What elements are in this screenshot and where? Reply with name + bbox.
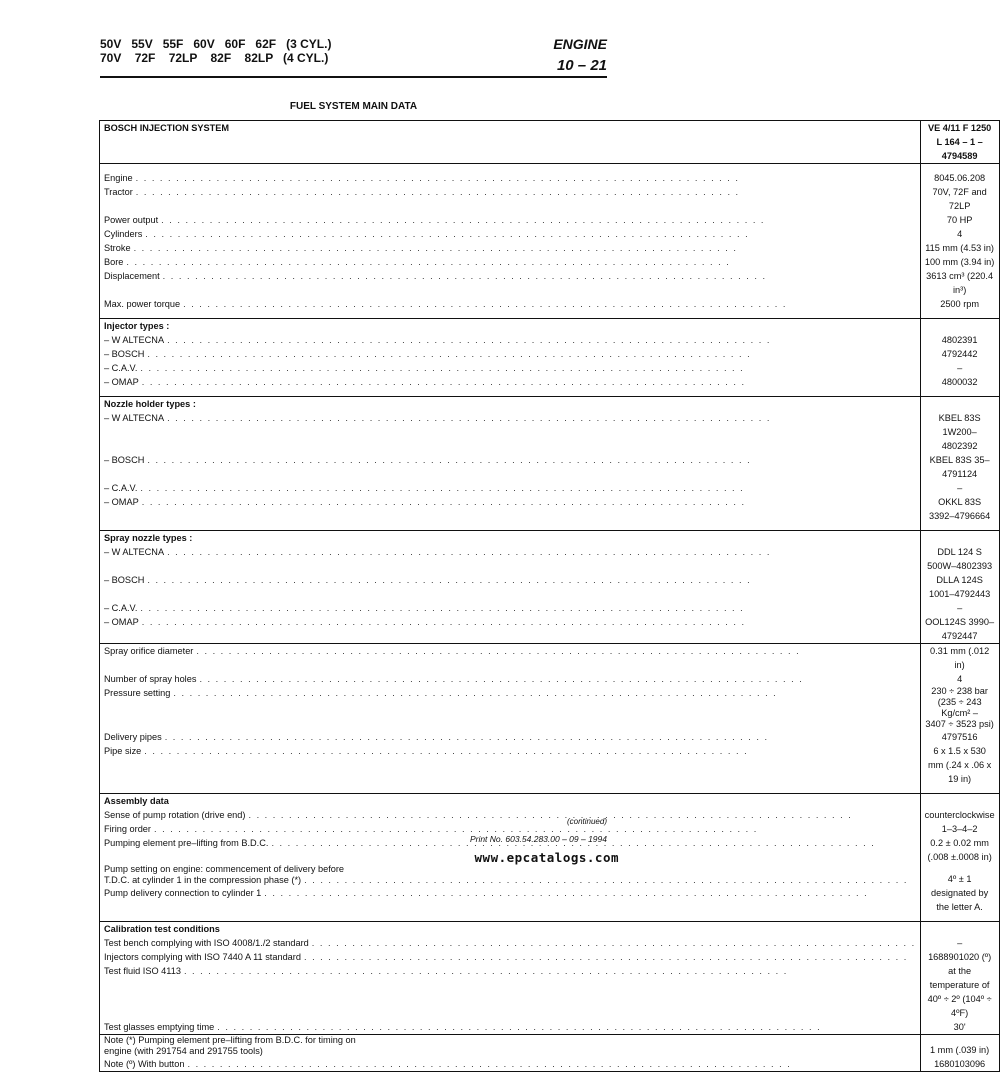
row-label: Test bench complying with ISO 4008/1./2 standard <box>104 938 309 948</box>
pressure-value-line1: 230 ÷ 238 bar (235 ÷ 243 Kg/cm² – <box>931 686 988 718</box>
table-row <box>100 964 1000 1020</box>
row-value: 70 HP <box>920 213 999 227</box>
spacer <box>920 389 999 397</box>
row-label: Stroke <box>104 243 131 253</box>
row-value: 1 mm (.039 in) <box>920 1035 999 1058</box>
table-row <box>100 495 1000 523</box>
table-row <box>100 730 1000 744</box>
row-label: Pipe size <box>104 746 142 756</box>
row-label: – C.A.V. <box>104 363 138 373</box>
spacer <box>920 319 999 334</box>
row-value: at the temperature of 40º ÷ 2º (104º ÷ 4ºF) <box>920 964 999 1020</box>
row-label: Pressure setting <box>104 688 171 698</box>
model-list <box>100 37 331 65</box>
row-value: DLLA 124S 1001–4792443 <box>920 573 999 601</box>
row-label: Pump delivery connection to cylinder 1 <box>104 888 262 898</box>
row-value: 1–3–4–2 <box>920 822 999 836</box>
print-number: Print No. 603.54.283.00 – 09 – 1994 <box>469 834 607 844</box>
row-value: 115 mm (4.53 in) <box>920 241 999 255</box>
row-label: Sense of pump rotation (drive end) <box>104 810 246 820</box>
section-title: ENGINE <box>553 36 607 52</box>
table-row <box>100 227 1000 241</box>
note-row <box>100 1057 1000 1072</box>
table-row <box>100 333 1000 347</box>
row-value: 4802391 <box>920 333 999 347</box>
table-row <box>100 808 1000 822</box>
row-value: 4792442 <box>920 347 999 361</box>
row-label: Engine <box>104 173 133 183</box>
spacer <box>100 786 921 794</box>
table-row <box>100 545 1000 573</box>
row-label: – W ALTECNA <box>104 335 165 345</box>
table-row <box>100 886 1000 914</box>
spacer <box>920 531 999 546</box>
row-value: 4º ± 1 <box>920 864 999 886</box>
row-value: 3613 cm³ (220.4 in³) <box>920 269 999 297</box>
table-row <box>100 950 1000 964</box>
row-value: – <box>920 601 999 615</box>
section-heading-row <box>100 319 1000 334</box>
pressure-value-line2: 3407 ÷ 3523 psi) <box>925 719 994 729</box>
table-row <box>100 1020 1000 1035</box>
row-value: – <box>920 936 999 950</box>
row-value: 4797516 <box>920 730 999 744</box>
row-value: – <box>920 481 999 495</box>
pump-setting-line2: T.D.C. at cylinder 1 in the compression phase (*) <box>104 875 302 885</box>
table-row <box>100 744 1000 786</box>
table-row <box>100 375 1000 389</box>
section-heading-row <box>100 531 1000 546</box>
table-row <box>100 347 1000 361</box>
row-label: – OMAP <box>104 497 139 507</box>
spray-nozzle-heading: Spray nozzle types : <box>100 531 921 546</box>
row-value: 4 <box>920 227 999 241</box>
row-label: – BOSCH <box>104 575 145 585</box>
spacer <box>920 164 999 172</box>
row-label: – BOSCH <box>104 455 145 465</box>
models-4cyl: 70V 72F 72LP 82F 82LP (4 CYL.) <box>100 51 329 65</box>
row-label: Injectors complying with ISO 7440 A 11 standard <box>104 952 301 962</box>
models-3cyl: 50V 55V 55F 60V 60F 62F (3 CYL.) <box>100 37 332 51</box>
page-title: FUEL SYSTEM MAIN DATA <box>289 101 418 112</box>
row-value: 6 x 1.5 x 530 mm (.24 x .06 x 19 in) <box>920 744 999 786</box>
table-row <box>100 573 1000 601</box>
table-row <box>100 644 1000 673</box>
table-row <box>100 481 1000 495</box>
section-heading-row <box>100 397 1000 412</box>
row-value: – <box>920 361 999 375</box>
row-value: 4800032 <box>920 375 999 389</box>
table-row <box>100 255 1000 269</box>
row-label: – C.A.V. <box>104 603 138 613</box>
note-row <box>100 1035 1000 1058</box>
table-row <box>100 672 1000 686</box>
spacer <box>100 311 921 319</box>
table-header-row <box>100 121 1000 164</box>
row-label: Test glasses emptying time <box>104 1022 215 1032</box>
table-row <box>100 185 1000 213</box>
row-label: – OMAP <box>104 617 139 627</box>
row-label: – W ALTECNA <box>104 547 165 557</box>
row-value <box>920 686 999 730</box>
spacer <box>920 523 999 531</box>
section-heading-row <box>100 922 1000 937</box>
table-row <box>100 269 1000 297</box>
row-value: DDL 124 S 500W–4802393 <box>920 545 999 573</box>
table-row <box>100 411 1000 453</box>
row-label: Max. power torque <box>104 299 181 309</box>
spacer <box>920 794 999 809</box>
col1-header: BOSCH INJECTION SYSTEM <box>100 121 921 164</box>
spacer <box>920 311 999 319</box>
row-label: Spray orifice diameter <box>104 646 194 656</box>
table-row <box>100 864 1000 886</box>
row-value: 1688901020 (º) <box>920 950 999 964</box>
table-row <box>100 171 1000 185</box>
continued-label: (continued) <box>566 817 607 826</box>
row-value: designated by the letter A. <box>920 886 999 914</box>
spacer <box>100 914 921 922</box>
row-value: KBEL 83S 1W200–4802392 <box>920 411 999 453</box>
page-number: 10 – 21 <box>556 57 607 74</box>
row-label: Power output <box>104 215 159 225</box>
row-value: 100 mm (3.94 in) <box>920 255 999 269</box>
calibration-heading: Calibration test conditions <box>100 922 921 937</box>
row-value: 0.2 ± 0.02 mm (.008 ±.0008 in) <box>920 836 999 864</box>
row-label: Tractor <box>104 187 133 197</box>
row-value: 0.31 mm (.012 in) <box>920 644 999 673</box>
row-label: Test fluid ISO 4113 <box>104 966 181 976</box>
row-value: OOL124S 3990–4792447 <box>920 615 999 644</box>
section-heading-row <box>100 794 1000 809</box>
row-label: – OMAP <box>104 377 139 387</box>
spacer <box>920 922 999 937</box>
row-label: – BOSCH <box>104 349 145 359</box>
row-label: Number of spray holes <box>104 674 197 684</box>
row-value: 1680103096 <box>920 1057 999 1072</box>
table-row <box>100 213 1000 227</box>
injector-types-heading: Injector types : <box>100 319 921 334</box>
spacer <box>100 164 921 172</box>
note1-line2: engine (with 291754 and 291755 tools) <box>104 1046 263 1056</box>
table-row <box>100 241 1000 255</box>
col2-header: VE 4/11 F 1250 L 164 – 1 – 4794589 <box>920 121 999 164</box>
spacer <box>920 397 999 412</box>
watermark: www.epcatalogs.com <box>474 850 619 865</box>
row-label: Cylinders <box>104 229 143 239</box>
table-row <box>100 297 1000 311</box>
row-label: Bore <box>104 257 124 267</box>
row-label: Delivery pipes <box>104 732 162 742</box>
row-label: – W ALTECNA <box>104 413 165 423</box>
table-row <box>100 615 1000 644</box>
row-value: 2500 rpm <box>920 297 999 311</box>
row-value: OKKL 83S 3392–4796664 <box>920 495 999 523</box>
row-value: 30' <box>920 1020 999 1035</box>
row-value: counterclockwise <box>920 808 999 822</box>
fuel-system-table <box>99 120 1000 1072</box>
table-row <box>100 601 1000 615</box>
row-value: 4 <box>920 672 999 686</box>
row-value: 70V, 72F and 72LP <box>920 185 999 213</box>
row-value: 8045.06.208 <box>920 171 999 185</box>
spacer <box>920 786 999 794</box>
row-label: – C.A.V. <box>104 483 138 493</box>
spacer <box>100 523 921 531</box>
spacer <box>920 914 999 922</box>
header-rule <box>100 76 607 78</box>
table-row <box>100 936 1000 950</box>
row-value: KBEL 83S 35–4791124 <box>920 453 999 481</box>
assembly-heading: Assembly data <box>100 794 921 809</box>
table-row <box>100 453 1000 481</box>
row-label: Displacement <box>104 271 160 281</box>
table-row <box>100 686 1000 730</box>
pump-setting-line1: Pump setting on engine: commencement of delivery before <box>104 864 345 874</box>
spacer <box>100 389 921 397</box>
row-label: Pumping element pre–lifting from B.D.C. <box>104 838 269 848</box>
row-label: Firing order <box>104 824 151 834</box>
nozzle-holder-heading: Nozzle holder types : <box>100 397 921 412</box>
table-row <box>100 361 1000 375</box>
note1-line1: Note (*) Pumping element pre–lifting from B.D.C. for timing on <box>104 1035 356 1045</box>
note2-label: Note (º) With button <box>104 1059 185 1069</box>
